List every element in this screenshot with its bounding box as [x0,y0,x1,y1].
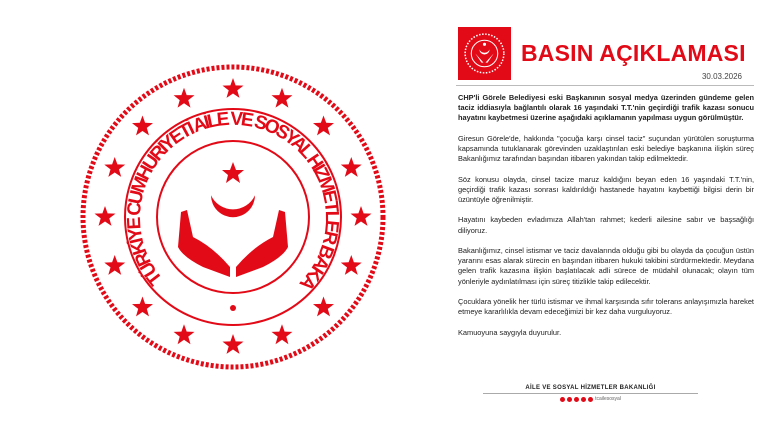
star-icon [104,157,125,177]
star-icon [174,324,195,344]
star-icon [313,297,334,317]
star-icon [95,206,116,226]
paragraph: Çocuklara yönelik her türlü istismar ve ihmal karşısında sıfır tolerans anlayışımızla hareket etmeye kararlılıkla devam edeceğimizi bir kez daha vurguluyoruz. [458,296,754,317]
star-icon [132,297,153,317]
hands-icon [178,210,288,277]
social-icon[interactable] [574,397,579,402]
star-icon [223,78,244,98]
ministry-header-logo [458,27,511,80]
press-release-body [458,93,754,348]
release-date: 30.03.2026 [701,72,742,81]
page-title: BASIN AÇIKLAMASI [521,40,746,66]
social-icon[interactable] [581,397,586,402]
star-icon [132,116,153,136]
star-icon [351,206,372,226]
paragraph: Giresun Görele'de, hakkında "çocuğa karşı cinsel taciz" suçundan yürütülen soruşturma kapsamında tutuklanarak görevinden uzaklaştırılan eski belediye başkanına ilişkin süreç Bakanlığımız tarafından başından itibaren yakından takip edilmektedir. [458,133,754,164]
paragraph: Bakanlığımız, cinsel istismar ve taciz davalarında olduğu gibi bu olayda da çocuğun üstün yararını esas alarak sürecin en başından itibaren hukuki takibini sürdürmektedir. Meydana gelen trafik kazasına ilişkin başlatılacak adli sürece de müdahil olunacak; olayın tüm yönleriyle aydınlatılması için süreç titizlikle takip edilecektir. [458,245,754,286]
star-icon [341,157,362,177]
social-icon[interactable] [567,397,572,402]
footer-org-name: AİLE VE SOSYAL HİZMETLER BAKANLIĞI [483,385,698,394]
star-icon [272,88,293,108]
social-icon[interactable] [560,397,565,402]
star-icon [104,255,125,275]
star-icon [341,255,362,275]
footer [483,385,698,402]
divider [456,85,754,86]
lead-paragraph: CHP'li Görele Belediyesi eski Başkanının sosyal medya üzerinden gündeme gelen taciz iddiasıyla bağlantılı olarak 16 yaşındaki T.T.'nin geçirdiği trafik kazası sonucu hayatını kaybetmesi üzerine aşağıdaki açıklamanın yapılması uygun görülmüştür. [458,93,754,123]
paragraph: Söz konusu olayda, cinsel tacize maruz kaldığını beyan eden 16 yaşındaki T.T.'nin, geçirdiği trafik kazası sonrası kaldırıldığı hastanede hayatını kaybettiği bilgisi derin bir üzüntüyle öğrenilmiştir. [458,174,754,204]
ministry-seal-logo [66,50,400,384]
star-icon [313,116,334,136]
star-icon [174,88,195,108]
social-icon[interactable] [588,397,593,402]
star-icon [272,324,293,344]
crescent-star-icon [211,162,255,217]
paragraph: Hayatını kaybeden evladımıza Allah'tan rahmet; kederli ailesine sabır ve başsağlığı diliyoruz. [458,215,754,235]
star-icon [223,334,244,354]
seal-text: TÜRKİYE CUMHURİYETİ AİLE VE SOSYAL HİZMETLER BAKA [123,108,343,295]
paragraph: Kamuoyuna saygıyla duyurulur. [458,327,562,337]
svg-text:TÜRKİYE CUMHURİYETİ AİLE VE SO [124,109,342,295]
social-handle: tcailesosyal [595,396,621,402]
social-links [483,396,698,402]
